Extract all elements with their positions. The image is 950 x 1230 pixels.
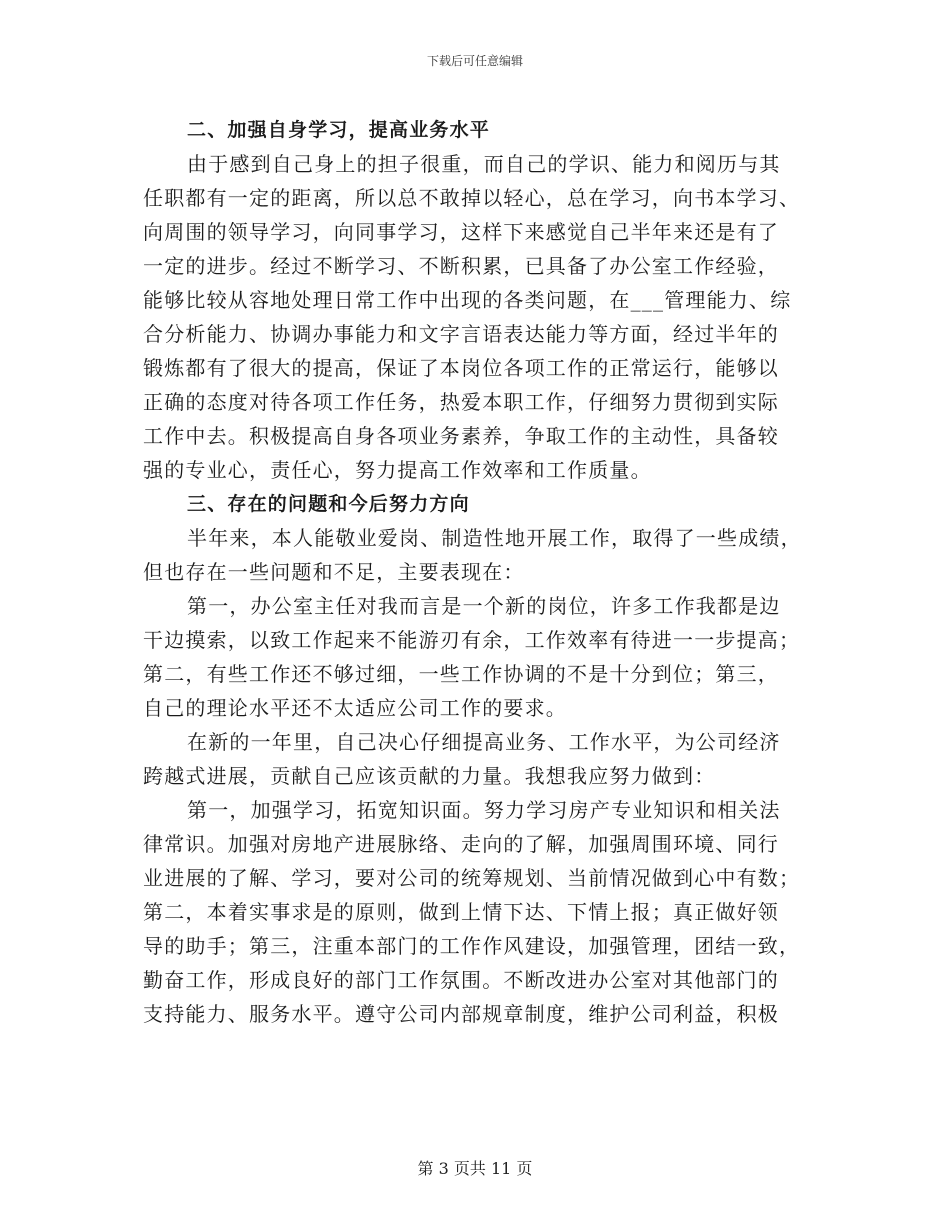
paragraph-line: 第一，加强学习，拓宽知识面。努力学习房产专业知识和相关法 bbox=[187, 798, 781, 822]
paragraph-line: 跨越式进展，贡献自己应该贡献的力量。我想我应努力做到： bbox=[143, 764, 716, 788]
paragraph-line: 导的助手；第三，注重本部门的工作作风建设，加强管理，团结一致， bbox=[143, 934, 801, 958]
page-header: 下载后可任意编辑 bbox=[426, 54, 523, 68]
paragraph-line: 支持能力、服务水平。遵守公司内部规章制度，维护公司利益，积极 bbox=[143, 1002, 779, 1026]
paragraph-line: 第二，本着实事求是的原则，做到上情下达、下情上报；真正做好领 bbox=[143, 900, 779, 924]
paragraph-line: 一定的进步。经过不断学习、不断积累，已具备了办公室工作经验， bbox=[143, 254, 779, 278]
paragraph-line: 锻炼都有了很大的提高，保证了本岗位各项工作的正常运行，能够以 bbox=[143, 356, 779, 380]
paragraph-line: 但也存在一些问题和不足，主要表现在： bbox=[143, 560, 525, 584]
paragraph-line: 强的专业心，责任心，努力提高工作效率和工作质量。 bbox=[143, 458, 652, 482]
paragraph-line: 干边摸索，以致工作起来不能游刃有余，工作效率有待进一一步提高； bbox=[143, 628, 801, 652]
paragraph-line: 合分析能力、协调办事能力和文字言语表达能力等方面，经过半年的 bbox=[143, 322, 779, 346]
document-body bbox=[143, 113, 808, 1031]
paragraph-line: 工作中去。积极提高自身各项业务素养，争取工作的主动性，具备较 bbox=[143, 424, 779, 448]
paragraph-line: 由于感到自己身上的担子很重，而自己的学识、能力和阅历与其 bbox=[187, 152, 781, 176]
paragraph-line: 在新的一年里，自己决心仔细提高业务、工作水平，为公司经济 bbox=[187, 730, 781, 754]
paragraph-line: 自己的理论水平还不太适应公司工作的要求。 bbox=[143, 696, 567, 720]
section-heading: 三、存在的问题和今后努力方向 bbox=[187, 493, 470, 515]
page-footer: 第 3 页共 11 页 bbox=[417, 1159, 533, 1178]
paragraph-line: 业进展的了解、学习，要对公司的统筹规划、当前情况做到心中有数； bbox=[143, 866, 801, 890]
paragraph-line: 任职都有一定的距离，所以总不敢掉以轻心，总在学习，向书本学习、 bbox=[143, 186, 801, 210]
paragraph-line: 勤奋工作，形成良好的部门工作氛围。不断改进办公室对其他部门的 bbox=[143, 968, 779, 992]
paragraph-line: 向周围的领导学习，向同事学习，这样下来感觉自己半年来还是有了 bbox=[143, 220, 779, 244]
paragraph-line: 第二，有些工作还不够过细，一些工作协调的不是十分到位；第三， bbox=[143, 662, 779, 686]
paragraph-line: 能够比较从容地处理日常工作中出现的各类问题，在___管理能力、综 bbox=[143, 288, 792, 312]
paragraph-line: 第一，办公室主任对我而言是一个新的岗位，许多工作我都是边 bbox=[187, 594, 781, 618]
paragraph-line: 律常识。加强对房地产进展脉络、走向的了解，加强周围环境、同行 bbox=[143, 832, 779, 856]
section-heading: 二、加强自身学习，提高业务水平 bbox=[187, 119, 491, 141]
paragraph-line: 半年来，本人能敬业爱岗、制造性地开展工作，取得了一些成绩， bbox=[187, 526, 802, 550]
paragraph-line: 正确的态度对待各项工作任务，热爱本职工作，仔细努力贯彻到实际 bbox=[143, 390, 779, 414]
